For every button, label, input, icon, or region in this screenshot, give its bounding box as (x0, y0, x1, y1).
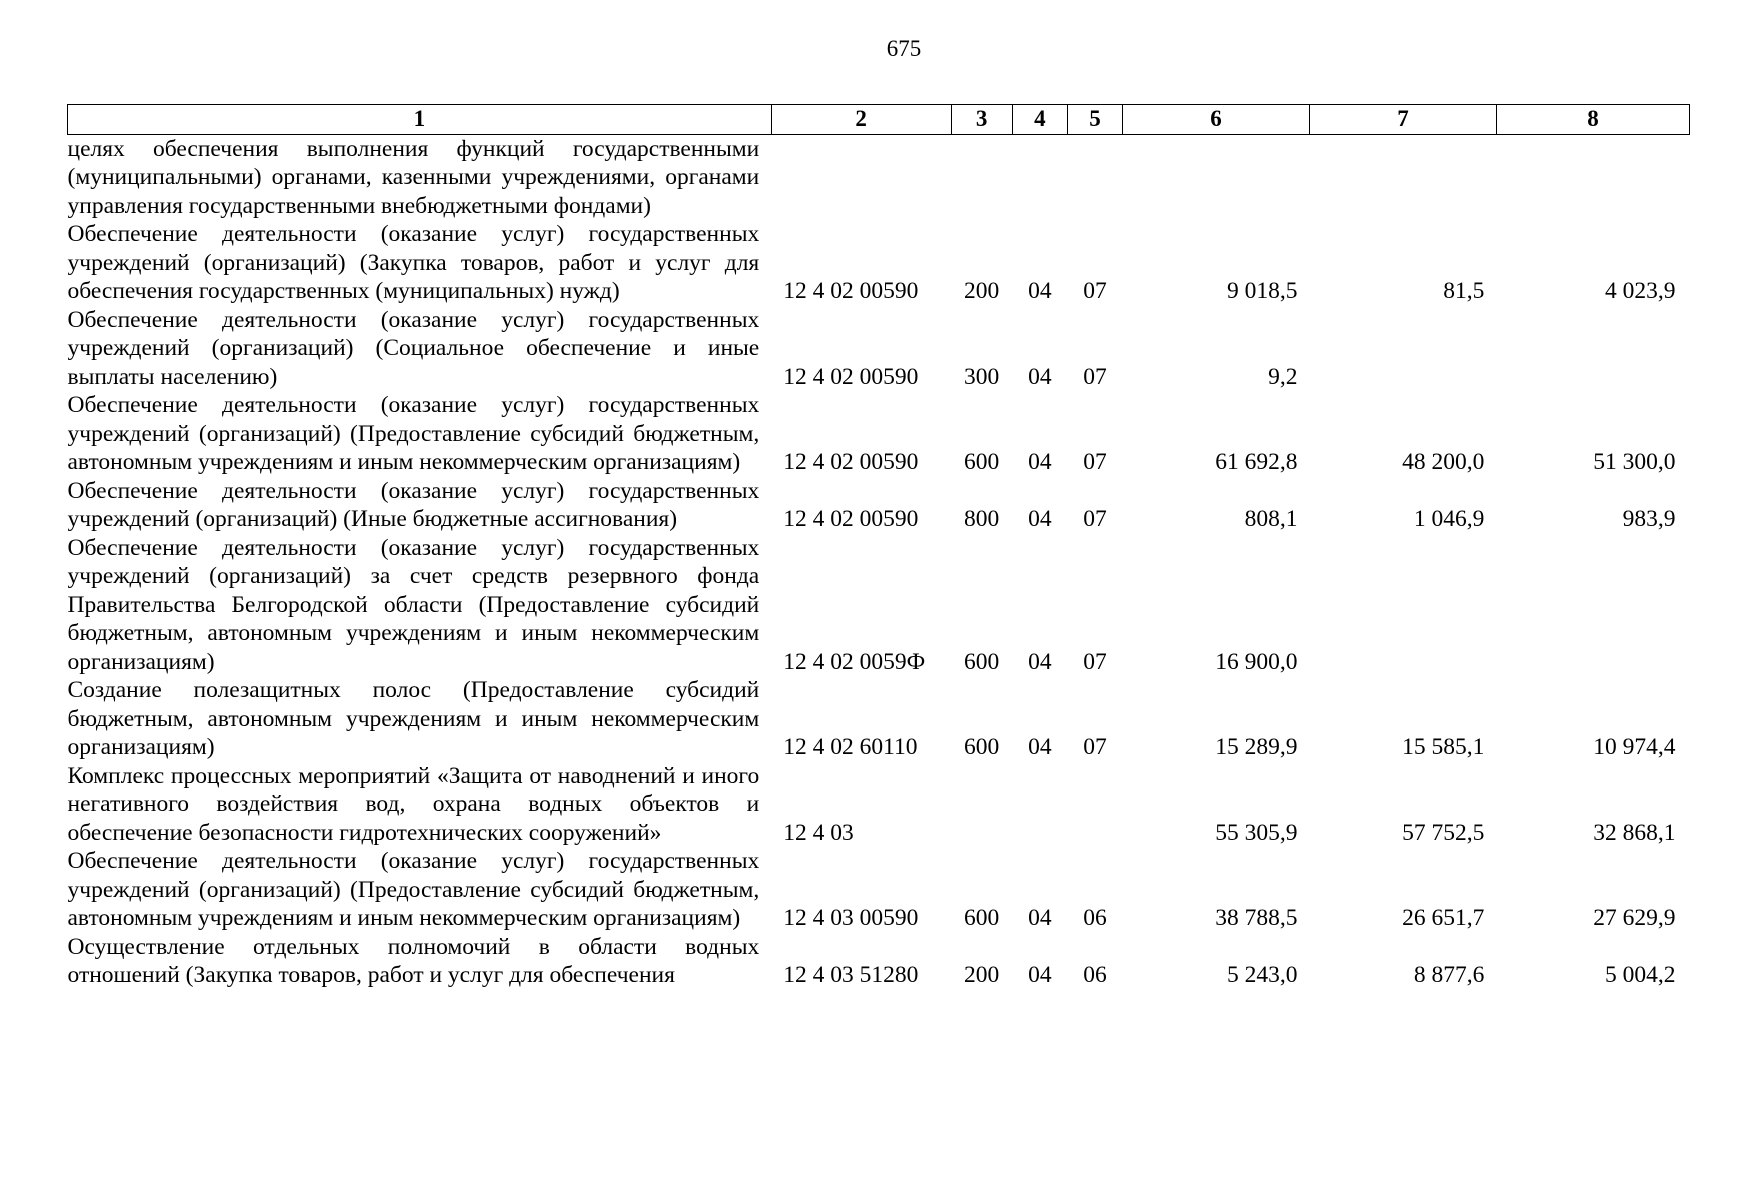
page-number: 675 (886, 36, 922, 61)
row-value-8: 27 629,9 (1593, 905, 1676, 931)
row-vr: 800 (964, 506, 1000, 532)
row-code: 12 4 02 00590 (783, 449, 919, 475)
row-value-8 (1496, 306, 1689, 392)
row-value-7: 15 585,1 (1402, 734, 1485, 760)
row-vr: 200 (964, 278, 1000, 304)
row-value-7 (1309, 134, 1496, 220)
row-name: Обеспечение деятельности (оказание услуг) государственных учреждений (организаций) (Иные бюджетные ассигнования) (67, 477, 760, 532)
row-vr: 600 (964, 648, 1000, 675)
row-value-6: 55 305,9 (1215, 819, 1298, 846)
table-row (68, 134, 1690, 220)
budget-table (67, 104, 1690, 990)
row-code: 12 4 02 00590 (783, 363, 919, 390)
row-rz (1012, 134, 1067, 220)
row-value-6: 16 900,0 (1215, 648, 1298, 675)
row-rz (1012, 762, 1067, 848)
row-rz: 04 (1028, 962, 1052, 988)
row-code: 12 4 02 60110 (783, 734, 918, 760)
row-rz: 04 (1028, 648, 1052, 675)
row-pr: 06 (1083, 962, 1107, 988)
header-col-8: 8 (1496, 105, 1689, 135)
row-value-7: 1 046,9 (1413, 506, 1485, 532)
row-value-6: 38 788,5 (1215, 905, 1298, 931)
row-name: Комплекс процессных мероприятий «Защита от наводнений и иного негативного воздействия вод, охрана водных объектов и обеспечение безопасности гидротехнических сооружений» (67, 762, 760, 846)
row-value-7 (1309, 534, 1496, 677)
row-value-7: 26 651,7 (1402, 905, 1485, 931)
table-row (68, 391, 1690, 477)
row-value-6 (1123, 134, 1310, 220)
row-vr: 300 (964, 363, 1000, 390)
row-value-8: 51 300,0 (1593, 449, 1676, 475)
table-row (68, 762, 1690, 848)
row-rz: 04 (1028, 363, 1052, 390)
row-pr: 07 (1083, 734, 1107, 760)
row-vr: 600 (964, 449, 1000, 475)
row-pr: 07 (1083, 648, 1107, 675)
header-col-3: 3 (951, 105, 1012, 135)
row-value-7: 48 200,0 (1402, 449, 1485, 475)
row-name: Осуществление отдельных полномочий в области водных отношений (Закупка товаров, работ и услуг для обеспечения (67, 933, 760, 988)
row-vr (951, 134, 1012, 220)
row-value-8 (1496, 134, 1689, 220)
row-vr: 600 (964, 905, 1000, 931)
row-pr: 07 (1083, 363, 1107, 390)
row-value-6: 15 289,9 (1215, 734, 1298, 760)
row-value-8 (1496, 534, 1689, 677)
row-pr: 07 (1083, 449, 1107, 475)
header-col-6: 6 (1123, 105, 1310, 135)
row-name: Обеспечение деятельности (оказание услуг) государственных учреждений (организаций) (Предоставление субсидий бюджетным, автономным учреждениям и иным некоммерческим организациям) (67, 392, 760, 475)
row-vr (951, 762, 1012, 848)
row-name: целях обеспечения выполнения функций государственными (муниципальными) органами, казенными учреждениями, органами управления государственными внебюджетными фондами) (67, 135, 760, 219)
row-code: 12 4 02 00590 (783, 506, 919, 532)
row-code: 12 4 03 (783, 819, 854, 846)
row-value-8: 32 868,1 (1593, 819, 1676, 846)
row-vr: 200 (964, 962, 1000, 988)
row-rz: 04 (1028, 278, 1052, 304)
row-value-6: 5 243,0 (1226, 962, 1298, 988)
row-code: 12 4 02 00590 (783, 278, 919, 304)
row-value-6: 9 018,5 (1226, 278, 1298, 304)
row-rz: 04 (1028, 506, 1052, 532)
row-rz: 04 (1028, 905, 1052, 931)
row-value-8: 4 023,9 (1605, 278, 1676, 304)
row-name: Обеспечение деятельности (оказание услуг) государственных учреждений (организаций) (Предоставление субсидий бюджетным, автономным учреждениям и иным некоммерческим организациям) (67, 848, 760, 931)
row-code (771, 134, 951, 220)
row-value-8: 10 974,4 (1593, 734, 1676, 760)
row-name: Обеспечение деятельности (оказание услуг) государственных учреждений (организаций) за счет средств резервного фонда Правительства Белгородской области (Предоставление субсидий бюджетным, автономным учреждениям и иным некоммерческим организациям) (67, 534, 760, 675)
header-col-7: 7 (1309, 105, 1496, 135)
row-rz: 04 (1028, 734, 1052, 760)
row-code: 12 4 02 0059Ф (783, 648, 926, 675)
row-vr: 600 (964, 734, 1000, 760)
row-name: Обеспечение деятельности (оказание услуг) государственных учреждений (организаций) (Социальное обеспечение и иные выплаты населению) (67, 306, 760, 390)
row-code: 12 4 03 00590 (783, 905, 919, 931)
table-row (68, 847, 1690, 933)
row-pr (1067, 762, 1122, 848)
table-row (68, 933, 1690, 990)
row-value-7: 57 752,5 (1402, 819, 1485, 846)
row-value-7: 8 877,6 (1413, 962, 1485, 988)
table-row (68, 306, 1690, 392)
row-name: Обеспечение деятельности (оказание услуг) государственных учреждений (организаций) (Закупка товаров, работ и услуг для обеспечения государственных (муниципальных) нужд) (67, 221, 760, 304)
row-value-8: 983,9 (1622, 506, 1676, 532)
header-col-1: 1 (68, 105, 772, 135)
row-value-6: 61 692,8 (1215, 449, 1298, 475)
row-pr: 07 (1083, 506, 1107, 532)
table-row (68, 676, 1690, 762)
row-value-8: 5 004,2 (1605, 962, 1676, 988)
header-col-4: 4 (1012, 105, 1067, 135)
table-row (68, 534, 1690, 677)
table-header-row (68, 105, 1690, 135)
row-value-7: 81,5 (1443, 278, 1485, 304)
row-value-6: 808,1 (1244, 506, 1298, 532)
header-col-2: 2 (771, 105, 951, 135)
row-name: Создание полезащитных полос (Предоставление субсидий бюджетным, автономным учреждениям и иным некоммерческим организациям) (67, 677, 760, 760)
row-pr: 06 (1083, 905, 1107, 931)
row-value-7 (1309, 306, 1496, 392)
row-pr (1067, 134, 1122, 220)
row-value-6: 9,2 (1268, 363, 1298, 390)
row-code: 12 4 03 51280 (783, 962, 919, 988)
row-pr: 07 (1083, 278, 1107, 304)
table-row (68, 220, 1690, 306)
header-col-5: 5 (1067, 105, 1122, 135)
row-rz: 04 (1028, 449, 1052, 475)
table-row (68, 477, 1690, 534)
